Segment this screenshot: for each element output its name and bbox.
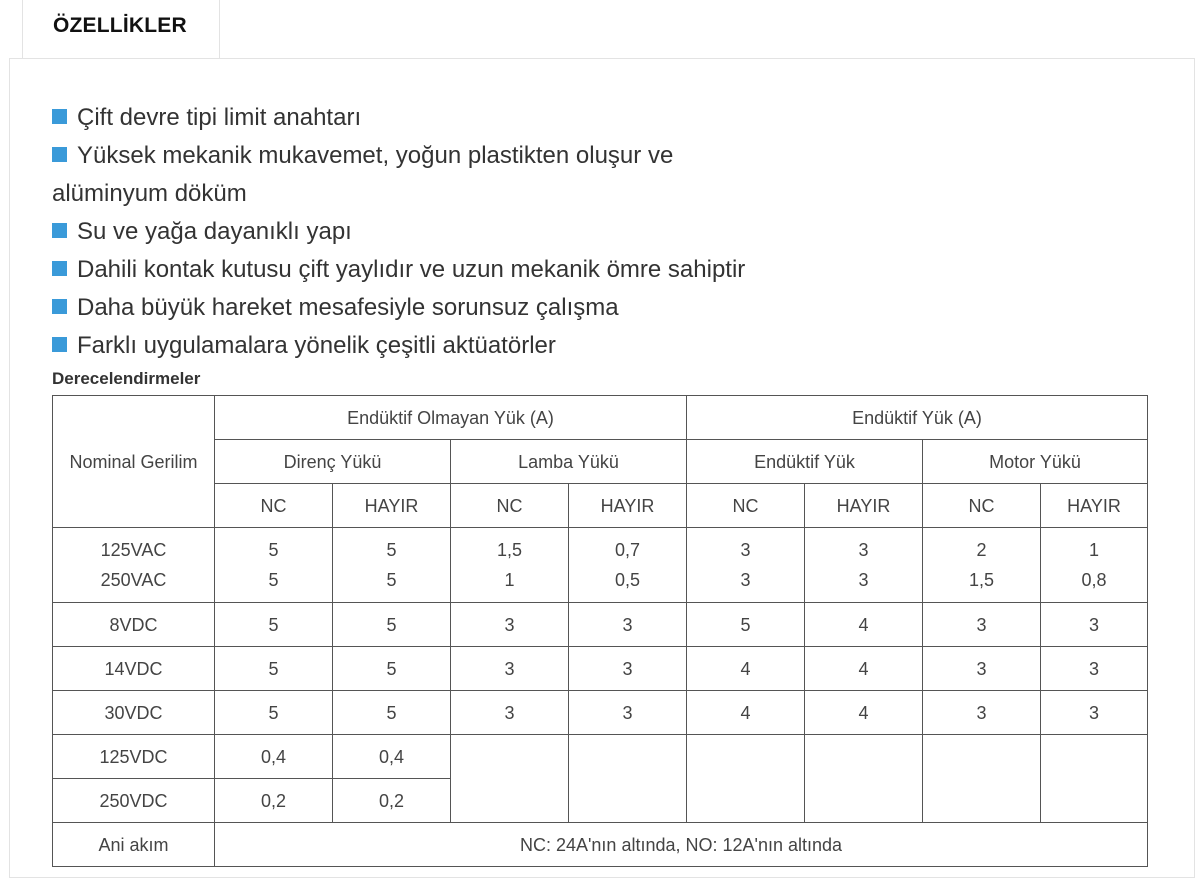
value-cell: 3 3: [687, 528, 805, 603]
square-bullet-icon: [52, 223, 67, 238]
value-cell: 4: [805, 691, 923, 735]
value-cell: 0,4: [215, 735, 333, 779]
voltage-cell: 125VDC: [53, 735, 215, 779]
value-cell: 3: [923, 647, 1041, 691]
square-bullet-icon: [52, 299, 67, 314]
ratings-table: [52, 395, 1148, 867]
value-cell: 4: [687, 647, 805, 691]
voltage-cell: 250VDC: [53, 779, 215, 823]
table-row: [53, 528, 1148, 603]
list-item: Su ve yağa dayanıklı yapı: [52, 213, 812, 251]
empty-cell: [687, 735, 805, 823]
noninductive-group-header: Endüktif Olmayan Yük (A): [215, 396, 687, 440]
value-cell: 5: [333, 647, 451, 691]
value-cell: 3: [1041, 603, 1148, 647]
value-cell: 3: [1041, 647, 1148, 691]
value-cell: 3 3: [805, 528, 923, 603]
value-cell: 0,7 0,5: [569, 528, 687, 603]
nc-header: NC: [687, 484, 805, 528]
empty-cell: [1041, 735, 1148, 823]
value-cell: 3: [1041, 691, 1148, 735]
table-row: [53, 647, 1148, 691]
list-item: Yüksek mekanik mukavemet, yoğun plastikten oluşur ve: [52, 137, 812, 175]
inrush-value-cell: NC: 24A'nın altında, NO: 12A'nın altında: [215, 823, 1148, 867]
value-cell: 3: [923, 603, 1041, 647]
table-row: [53, 691, 1148, 735]
voltage-cell: 30VDC: [53, 691, 215, 735]
list-item: Çift devre tipi limit anahtarı: [52, 99, 812, 137]
voltage-cell: 14VDC: [53, 647, 215, 691]
value-cell: 5: [215, 647, 333, 691]
empty-cell: [569, 735, 687, 823]
inductive-group-header: Endüktif Yük (A): [687, 396, 1148, 440]
value-cell: 5: [333, 691, 451, 735]
value-cell: 3: [569, 691, 687, 735]
no-header: HAYIR: [805, 484, 923, 528]
tab-strip: [0, 0, 1200, 59]
nominal-voltage-header: Nominal Gerilim: [53, 396, 215, 528]
tab-label: ÖZELLİKLER: [53, 14, 187, 37]
value-cell: 5: [215, 691, 333, 735]
value-cell: 0,2: [215, 779, 333, 823]
no-header: HAYIR: [569, 484, 687, 528]
table-row: [53, 735, 1148, 779]
no-header: HAYIR: [1041, 484, 1148, 528]
value-cell: 2 1,5: [923, 528, 1041, 603]
table-header-row: [53, 484, 1148, 528]
empty-cell: [451, 735, 569, 823]
value-cell: 5: [215, 603, 333, 647]
empty-cell: [805, 735, 923, 823]
list-item: Dahili kontak kutusu çift yaylıdır ve uzun mekanik ömre sahiptir: [52, 251, 812, 289]
value-cell: 3: [451, 691, 569, 735]
table-header-row: [53, 440, 1148, 484]
list-item: Daha büyük hareket mesafesiyle sorunsuz çalışma: [52, 289, 812, 327]
square-bullet-icon: [52, 109, 67, 124]
value-cell: 4: [805, 647, 923, 691]
value-cell: 5 5: [215, 528, 333, 603]
feature-list: [52, 99, 812, 365]
lamp-load-header: Lamba Yükü: [451, 440, 687, 484]
inrush-label-cell: Ani akım: [53, 823, 215, 867]
table-header-row: [53, 396, 1148, 440]
empty-cell: [923, 735, 1041, 823]
nc-header: NC: [451, 484, 569, 528]
inductive-load-header: Endüktif Yük: [687, 440, 923, 484]
voltage-cell: 125VAC 250VAC: [53, 528, 215, 603]
voltage-cell: 8VDC: [53, 603, 215, 647]
list-item: Farklı uygulamalara yönelik çeşitli aktüatörler: [52, 327, 812, 365]
value-cell: 5: [687, 603, 805, 647]
square-bullet-icon: [52, 337, 67, 352]
square-bullet-icon: [52, 261, 67, 276]
value-cell: 1,5 1: [451, 528, 569, 603]
tab-ozellikler[interactable]: [22, 0, 220, 58]
motor-load-header: Motor Yükü: [923, 440, 1148, 484]
no-header: HAYIR: [333, 484, 451, 528]
value-cell: 3: [923, 691, 1041, 735]
value-cell: 0,2: [333, 779, 451, 823]
value-cell: 4: [687, 691, 805, 735]
value-cell: 0,4: [333, 735, 451, 779]
value-cell: 4: [805, 603, 923, 647]
value-cell: 3: [569, 647, 687, 691]
value-cell: 3: [451, 603, 569, 647]
square-bullet-icon: [52, 147, 67, 162]
nc-header: NC: [215, 484, 333, 528]
list-item-continuation: alüminyum döküm: [52, 180, 247, 207]
value-cell: 3: [569, 603, 687, 647]
value-cell: 5: [333, 603, 451, 647]
value-cell: 5 5: [333, 528, 451, 603]
value-cell: 3: [451, 647, 569, 691]
table-row: [53, 823, 1148, 867]
table-row: [53, 603, 1148, 647]
nc-header: NC: [923, 484, 1041, 528]
value-cell: 1 0,8: [1041, 528, 1148, 603]
resistive-load-header: Direnç Yükü: [215, 440, 451, 484]
ratings-title: Derecelendirmeler: [52, 369, 201, 388]
